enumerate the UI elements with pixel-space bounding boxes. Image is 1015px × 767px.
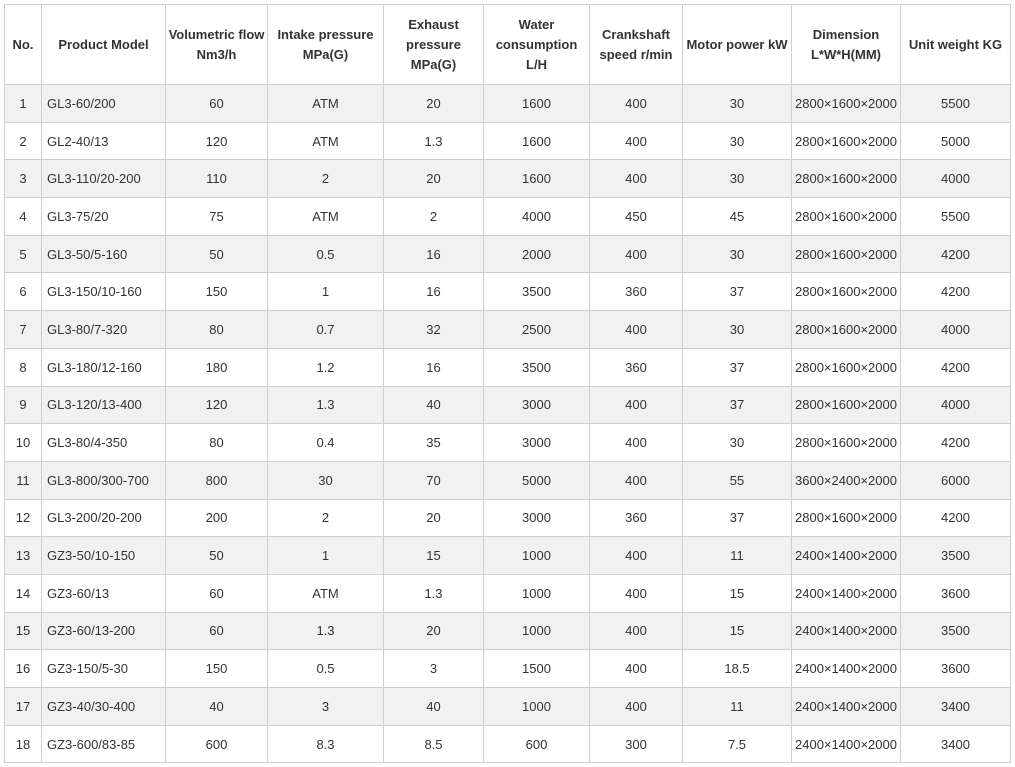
cell-motor-power: 37 bbox=[683, 273, 792, 311]
cell-crankshaft-speed: 360 bbox=[590, 348, 683, 386]
cell-intake-pressure: 8.3 bbox=[268, 725, 384, 763]
cell-unit-weight: 3500 bbox=[901, 537, 1011, 575]
table-row bbox=[5, 424, 1011, 462]
cell-unit-weight: 4200 bbox=[901, 424, 1011, 462]
cell-no: 3 bbox=[5, 160, 42, 198]
cell-unit-weight: 3400 bbox=[901, 725, 1011, 763]
cell-motor-power: 18.5 bbox=[683, 650, 792, 688]
cell-product-model: GL3-120/13-400 bbox=[42, 386, 166, 424]
header-volumetric-flow: Volumetric flow Nm3/h bbox=[166, 5, 268, 85]
cell-volumetric-flow: 60 bbox=[166, 85, 268, 123]
cell-crankshaft-speed: 400 bbox=[590, 85, 683, 123]
cell-no: 14 bbox=[5, 574, 42, 612]
table-row bbox=[5, 461, 1011, 499]
table-row bbox=[5, 311, 1011, 349]
cell-no: 16 bbox=[5, 650, 42, 688]
cell-intake-pressure: 30 bbox=[268, 461, 384, 499]
cell-water-consumption: 3500 bbox=[484, 273, 590, 311]
table-row bbox=[5, 537, 1011, 575]
cell-unit-weight: 3600 bbox=[901, 574, 1011, 612]
cell-volumetric-flow: 150 bbox=[166, 650, 268, 688]
table-row bbox=[5, 386, 1011, 424]
cell-dimension: 2400×1400×2000 bbox=[792, 537, 901, 575]
cell-no: 2 bbox=[5, 122, 42, 160]
cell-motor-power: 11 bbox=[683, 688, 792, 726]
cell-product-model: GZ3-600/83-85 bbox=[42, 725, 166, 763]
cell-volumetric-flow: 60 bbox=[166, 574, 268, 612]
cell-product-model: GZ3-60/13 bbox=[42, 574, 166, 612]
table-row bbox=[5, 574, 1011, 612]
cell-no: 7 bbox=[5, 311, 42, 349]
header-product-model: Product Model bbox=[42, 5, 166, 85]
cell-volumetric-flow: 180 bbox=[166, 348, 268, 386]
cell-exhaust-pressure: 70 bbox=[384, 461, 484, 499]
header-exhaust-pressure: Exhaust pressure MPa(G) bbox=[384, 5, 484, 85]
cell-unit-weight: 4000 bbox=[901, 311, 1011, 349]
cell-crankshaft-speed: 360 bbox=[590, 273, 683, 311]
cell-dimension: 2400×1400×2000 bbox=[792, 688, 901, 726]
cell-crankshaft-speed: 400 bbox=[590, 688, 683, 726]
table-row bbox=[5, 160, 1011, 198]
cell-water-consumption: 1000 bbox=[484, 612, 590, 650]
cell-no: 12 bbox=[5, 499, 42, 537]
cell-motor-power: 30 bbox=[683, 311, 792, 349]
cell-dimension: 2800×1600×2000 bbox=[792, 386, 901, 424]
header-intake-pressure: Intake pressure MPa(G) bbox=[268, 5, 384, 85]
cell-dimension: 3600×2400×2000 bbox=[792, 461, 901, 499]
cell-dimension: 2400×1400×2000 bbox=[792, 725, 901, 763]
cell-exhaust-pressure: 20 bbox=[384, 85, 484, 123]
header-water-consumption: Water consumption L/H bbox=[484, 5, 590, 85]
cell-water-consumption: 1600 bbox=[484, 85, 590, 123]
cell-water-consumption: 600 bbox=[484, 725, 590, 763]
cell-volumetric-flow: 150 bbox=[166, 273, 268, 311]
cell-exhaust-pressure: 32 bbox=[384, 311, 484, 349]
cell-dimension: 2400×1400×2000 bbox=[792, 612, 901, 650]
cell-unit-weight: 3600 bbox=[901, 650, 1011, 688]
cell-product-model: GL3-80/4-350 bbox=[42, 424, 166, 462]
cell-intake-pressure: 1.2 bbox=[268, 348, 384, 386]
cell-motor-power: 37 bbox=[683, 348, 792, 386]
cell-crankshaft-speed: 400 bbox=[590, 537, 683, 575]
cell-exhaust-pressure: 1.3 bbox=[384, 122, 484, 160]
cell-motor-power: 45 bbox=[683, 198, 792, 236]
cell-exhaust-pressure: 20 bbox=[384, 160, 484, 198]
cell-crankshaft-speed: 400 bbox=[590, 574, 683, 612]
cell-volumetric-flow: 110 bbox=[166, 160, 268, 198]
table-row bbox=[5, 725, 1011, 763]
cell-water-consumption: 2000 bbox=[484, 235, 590, 273]
cell-intake-pressure: 2 bbox=[268, 499, 384, 537]
cell-volumetric-flow: 80 bbox=[166, 424, 268, 462]
table-row bbox=[5, 612, 1011, 650]
cell-no: 8 bbox=[5, 348, 42, 386]
cell-unit-weight: 6000 bbox=[901, 461, 1011, 499]
cell-motor-power: 55 bbox=[683, 461, 792, 499]
header-no: No. bbox=[5, 5, 42, 85]
cell-volumetric-flow: 80 bbox=[166, 311, 268, 349]
cell-crankshaft-speed: 400 bbox=[590, 235, 683, 273]
cell-motor-power: 15 bbox=[683, 612, 792, 650]
cell-dimension: 2400×1400×2000 bbox=[792, 650, 901, 688]
cell-exhaust-pressure: 3 bbox=[384, 650, 484, 688]
cell-product-model: GZ3-40/30-400 bbox=[42, 688, 166, 726]
cell-motor-power: 30 bbox=[683, 85, 792, 123]
product-spec-table bbox=[4, 4, 1011, 763]
cell-dimension: 2800×1600×2000 bbox=[792, 85, 901, 123]
cell-product-model: GL3-50/5-160 bbox=[42, 235, 166, 273]
cell-intake-pressure: ATM bbox=[268, 574, 384, 612]
cell-intake-pressure: 1 bbox=[268, 273, 384, 311]
cell-product-model: GL3-800/300-700 bbox=[42, 461, 166, 499]
cell-no: 11 bbox=[5, 461, 42, 499]
cell-crankshaft-speed: 400 bbox=[590, 311, 683, 349]
table-header-row bbox=[5, 5, 1011, 85]
cell-water-consumption: 4000 bbox=[484, 198, 590, 236]
cell-water-consumption: 3000 bbox=[484, 386, 590, 424]
cell-crankshaft-speed: 400 bbox=[590, 160, 683, 198]
cell-product-model: GL3-75/20 bbox=[42, 198, 166, 236]
cell-dimension: 2800×1600×2000 bbox=[792, 424, 901, 462]
cell-exhaust-pressure: 16 bbox=[384, 273, 484, 311]
cell-exhaust-pressure: 40 bbox=[384, 688, 484, 726]
cell-dimension: 2800×1600×2000 bbox=[792, 311, 901, 349]
cell-unit-weight: 4200 bbox=[901, 348, 1011, 386]
cell-crankshaft-speed: 360 bbox=[590, 499, 683, 537]
cell-crankshaft-speed: 400 bbox=[590, 386, 683, 424]
cell-water-consumption: 1500 bbox=[484, 650, 590, 688]
cell-motor-power: 11 bbox=[683, 537, 792, 575]
cell-product-model: GZ3-60/13-200 bbox=[42, 612, 166, 650]
cell-exhaust-pressure: 40 bbox=[384, 386, 484, 424]
cell-no: 13 bbox=[5, 537, 42, 575]
cell-product-model: GZ3-50/10-150 bbox=[42, 537, 166, 575]
cell-exhaust-pressure: 2 bbox=[384, 198, 484, 236]
table-row bbox=[5, 235, 1011, 273]
header-motor-power: Motor power kW bbox=[683, 5, 792, 85]
cell-motor-power: 15 bbox=[683, 574, 792, 612]
cell-volumetric-flow: 120 bbox=[166, 122, 268, 160]
cell-product-model: GL3-200/20-200 bbox=[42, 499, 166, 537]
header-unit-weight: Unit weight KG bbox=[901, 5, 1011, 85]
cell-dimension: 2800×1600×2000 bbox=[792, 348, 901, 386]
header-dimension: Dimension L*W*H(MM) bbox=[792, 5, 901, 85]
cell-unit-weight: 3500 bbox=[901, 612, 1011, 650]
header-crankshaft-speed: Crankshaft speed r/min bbox=[590, 5, 683, 85]
cell-water-consumption: 1600 bbox=[484, 122, 590, 160]
cell-motor-power: 30 bbox=[683, 235, 792, 273]
cell-intake-pressure: 3 bbox=[268, 688, 384, 726]
cell-exhaust-pressure: 15 bbox=[384, 537, 484, 575]
cell-volumetric-flow: 800 bbox=[166, 461, 268, 499]
table-row bbox=[5, 273, 1011, 311]
cell-volumetric-flow: 50 bbox=[166, 235, 268, 273]
table-row bbox=[5, 688, 1011, 726]
cell-no: 1 bbox=[5, 85, 42, 123]
cell-intake-pressure: 0.5 bbox=[268, 235, 384, 273]
cell-dimension: 2400×1400×2000 bbox=[792, 574, 901, 612]
cell-crankshaft-speed: 400 bbox=[590, 122, 683, 160]
cell-motor-power: 7.5 bbox=[683, 725, 792, 763]
cell-crankshaft-speed: 400 bbox=[590, 650, 683, 688]
cell-unit-weight: 5000 bbox=[901, 122, 1011, 160]
cell-product-model: GL2-40/13 bbox=[42, 122, 166, 160]
cell-unit-weight: 3400 bbox=[901, 688, 1011, 726]
cell-volumetric-flow: 600 bbox=[166, 725, 268, 763]
cell-no: 17 bbox=[5, 688, 42, 726]
cell-dimension: 2800×1600×2000 bbox=[792, 198, 901, 236]
cell-motor-power: 37 bbox=[683, 386, 792, 424]
cell-water-consumption: 1600 bbox=[484, 160, 590, 198]
cell-intake-pressure: 0.5 bbox=[268, 650, 384, 688]
table-row bbox=[5, 348, 1011, 386]
cell-exhaust-pressure: 1.3 bbox=[384, 574, 484, 612]
cell-no: 9 bbox=[5, 386, 42, 424]
cell-product-model: GZ3-150/5-30 bbox=[42, 650, 166, 688]
cell-intake-pressure: 0.7 bbox=[268, 311, 384, 349]
cell-water-consumption: 5000 bbox=[484, 461, 590, 499]
cell-intake-pressure: ATM bbox=[268, 122, 384, 160]
cell-exhaust-pressure: 20 bbox=[384, 612, 484, 650]
table-row bbox=[5, 650, 1011, 688]
cell-no: 4 bbox=[5, 198, 42, 236]
cell-water-consumption: 3000 bbox=[484, 424, 590, 462]
cell-unit-weight: 4200 bbox=[901, 273, 1011, 311]
cell-unit-weight: 5500 bbox=[901, 85, 1011, 123]
cell-crankshaft-speed: 400 bbox=[590, 461, 683, 499]
cell-unit-weight: 4200 bbox=[901, 499, 1011, 537]
cell-intake-pressure: 0.4 bbox=[268, 424, 384, 462]
cell-intake-pressure: 1.3 bbox=[268, 386, 384, 424]
cell-motor-power: 30 bbox=[683, 122, 792, 160]
cell-motor-power: 37 bbox=[683, 499, 792, 537]
cell-exhaust-pressure: 20 bbox=[384, 499, 484, 537]
cell-crankshaft-speed: 300 bbox=[590, 725, 683, 763]
cell-product-model: GL3-60/200 bbox=[42, 85, 166, 123]
cell-crankshaft-speed: 450 bbox=[590, 198, 683, 236]
table-row bbox=[5, 198, 1011, 236]
cell-water-consumption: 3000 bbox=[484, 499, 590, 537]
table-body bbox=[5, 85, 1011, 763]
cell-dimension: 2800×1600×2000 bbox=[792, 160, 901, 198]
cell-intake-pressure: ATM bbox=[268, 85, 384, 123]
cell-volumetric-flow: 60 bbox=[166, 612, 268, 650]
cell-intake-pressure: 1.3 bbox=[268, 612, 384, 650]
cell-product-model: GL3-80/7-320 bbox=[42, 311, 166, 349]
table-row bbox=[5, 122, 1011, 160]
cell-dimension: 2800×1600×2000 bbox=[792, 273, 901, 311]
cell-no: 5 bbox=[5, 235, 42, 273]
cell-water-consumption: 2500 bbox=[484, 311, 590, 349]
cell-volumetric-flow: 50 bbox=[166, 537, 268, 575]
cell-product-model: GL3-110/20-200 bbox=[42, 160, 166, 198]
cell-water-consumption: 1000 bbox=[484, 574, 590, 612]
cell-dimension: 2800×1600×2000 bbox=[792, 499, 901, 537]
cell-product-model: GL3-180/12-160 bbox=[42, 348, 166, 386]
cell-dimension: 2800×1600×2000 bbox=[792, 235, 901, 273]
cell-no: 15 bbox=[5, 612, 42, 650]
cell-intake-pressure: 1 bbox=[268, 537, 384, 575]
cell-water-consumption: 1000 bbox=[484, 688, 590, 726]
table-row bbox=[5, 499, 1011, 537]
cell-water-consumption: 3500 bbox=[484, 348, 590, 386]
cell-motor-power: 30 bbox=[683, 160, 792, 198]
cell-dimension: 2800×1600×2000 bbox=[792, 122, 901, 160]
cell-exhaust-pressure: 16 bbox=[384, 235, 484, 273]
cell-product-model: GL3-150/10-160 bbox=[42, 273, 166, 311]
cell-no: 18 bbox=[5, 725, 42, 763]
cell-volumetric-flow: 200 bbox=[166, 499, 268, 537]
cell-exhaust-pressure: 8.5 bbox=[384, 725, 484, 763]
cell-no: 6 bbox=[5, 273, 42, 311]
cell-volumetric-flow: 40 bbox=[166, 688, 268, 726]
cell-unit-weight: 4000 bbox=[901, 386, 1011, 424]
cell-unit-weight: 4000 bbox=[901, 160, 1011, 198]
cell-intake-pressure: 2 bbox=[268, 160, 384, 198]
table-row bbox=[5, 85, 1011, 123]
cell-volumetric-flow: 75 bbox=[166, 198, 268, 236]
cell-exhaust-pressure: 16 bbox=[384, 348, 484, 386]
cell-crankshaft-speed: 400 bbox=[590, 612, 683, 650]
cell-no: 10 bbox=[5, 424, 42, 462]
cell-intake-pressure: ATM bbox=[268, 198, 384, 236]
cell-water-consumption: 1000 bbox=[484, 537, 590, 575]
cell-exhaust-pressure: 35 bbox=[384, 424, 484, 462]
cell-unit-weight: 5500 bbox=[901, 198, 1011, 236]
cell-motor-power: 30 bbox=[683, 424, 792, 462]
cell-crankshaft-speed: 400 bbox=[590, 424, 683, 462]
cell-volumetric-flow: 120 bbox=[166, 386, 268, 424]
cell-unit-weight: 4200 bbox=[901, 235, 1011, 273]
